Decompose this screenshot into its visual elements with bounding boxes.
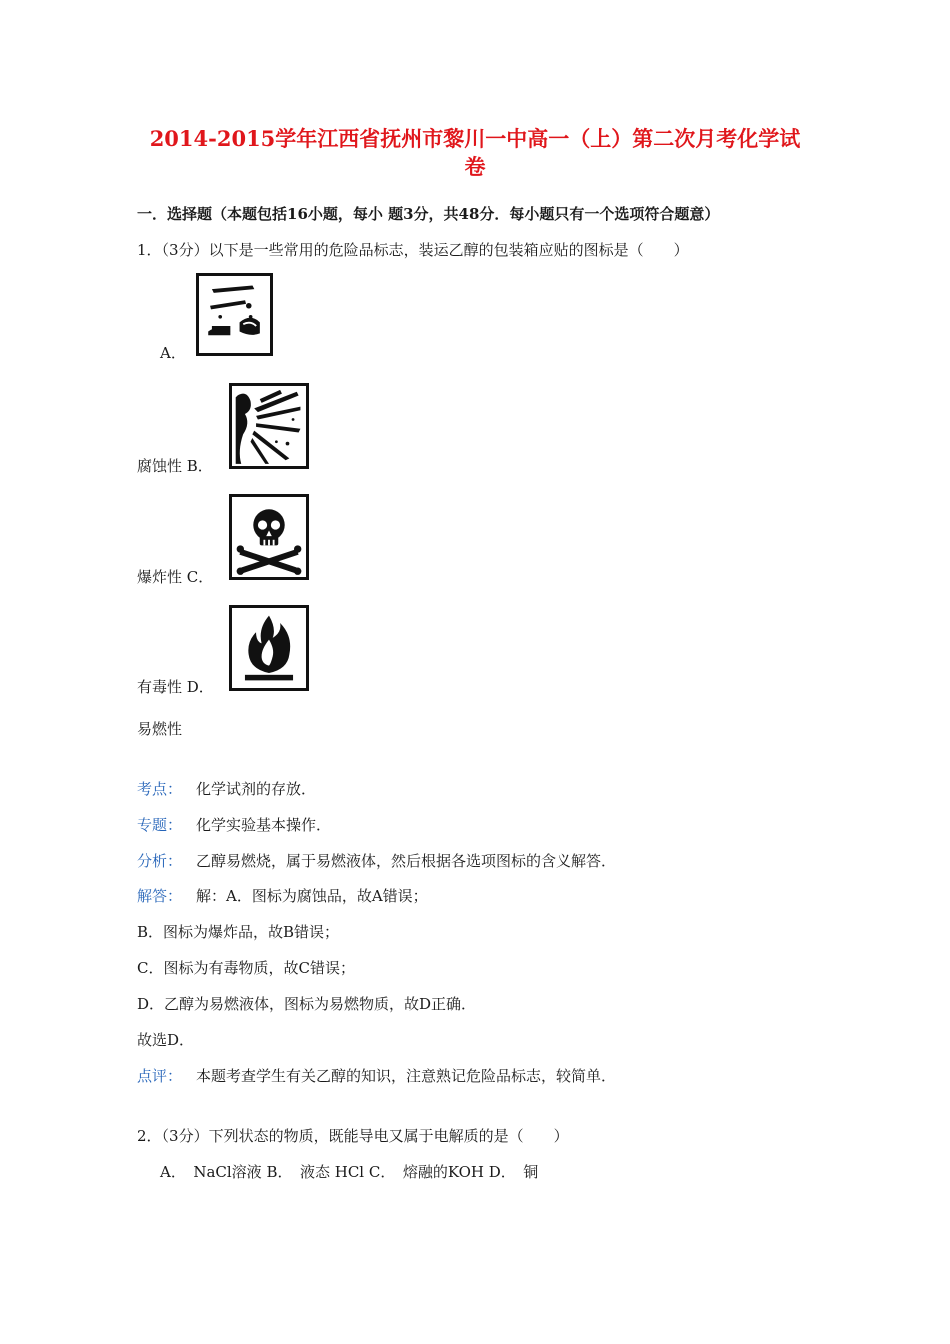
solution-line-d: D．乙醇为易燃液体，图标为易燃物质，故D正确． (137, 995, 477, 1013)
kaodian-tag: 考点： (137, 780, 183, 798)
kaodian-text: 化学试剂的存放． (196, 780, 317, 798)
toxic-skull-icon (229, 494, 309, 580)
option-d-label: 有毒性 D． (137, 678, 214, 696)
document-title-line1: 2014-2015学年江西省抚州市黎川一中高一（上）第二次月考化学试 (149, 126, 801, 151)
solution-choice: 故选D． (137, 1031, 195, 1049)
dianping-tag: 点评： (137, 1067, 183, 1085)
corrosive-icon (196, 273, 273, 356)
jieda-text: 解：A．图标为腐蚀品，故A错误； (196, 887, 428, 905)
section-heading: 一．选择题（本题包括16小题，每小 题3分，共48分．每小题只有一个选项符合题意） (137, 205, 720, 223)
solution-line-b: B．图标为爆炸品，故B错误； (137, 923, 340, 941)
option-a-label: A． (160, 344, 186, 362)
option-b-label: 腐蚀性 B． (137, 457, 213, 475)
document-title-line2: 卷 (464, 154, 486, 179)
option-c-label: 爆炸性 C． (137, 568, 214, 586)
question-2-options: A． NaCl溶液 B． 液态 HCl C． 熔融的KOH D． 铜 (160, 1163, 539, 1181)
fenxi-tag: 分析： (137, 852, 183, 870)
explosive-icon (229, 383, 309, 469)
flammable-flame-icon (229, 605, 309, 691)
jieda-tag: 解答： (137, 887, 183, 905)
zhuanti-tag: 专题： (137, 816, 183, 834)
question-1-stem: 1．（3分）以下是一些常用的危险品标志，装运乙醇的包装箱应贴的图标是（ ） (137, 241, 689, 259)
trailing-label: 易燃性 (137, 720, 183, 738)
fenxi-text: 乙醇易燃烧，属于易燃液体，然后根据各选项图标的含义解答． (196, 852, 617, 870)
dianping-text: 本题考查学生有关乙醇的知识，注意熟记危险品标志，较简单． (196, 1067, 617, 1085)
question-2-stem: 2．（3分）下列状态的物质，既能导电又属于电解质的是（ ） (137, 1127, 569, 1145)
solution-line-c: C．图标为有毒物质，故C错误； (137, 959, 355, 977)
zhuanti-text: 化学实验基本操作． (196, 816, 332, 834)
